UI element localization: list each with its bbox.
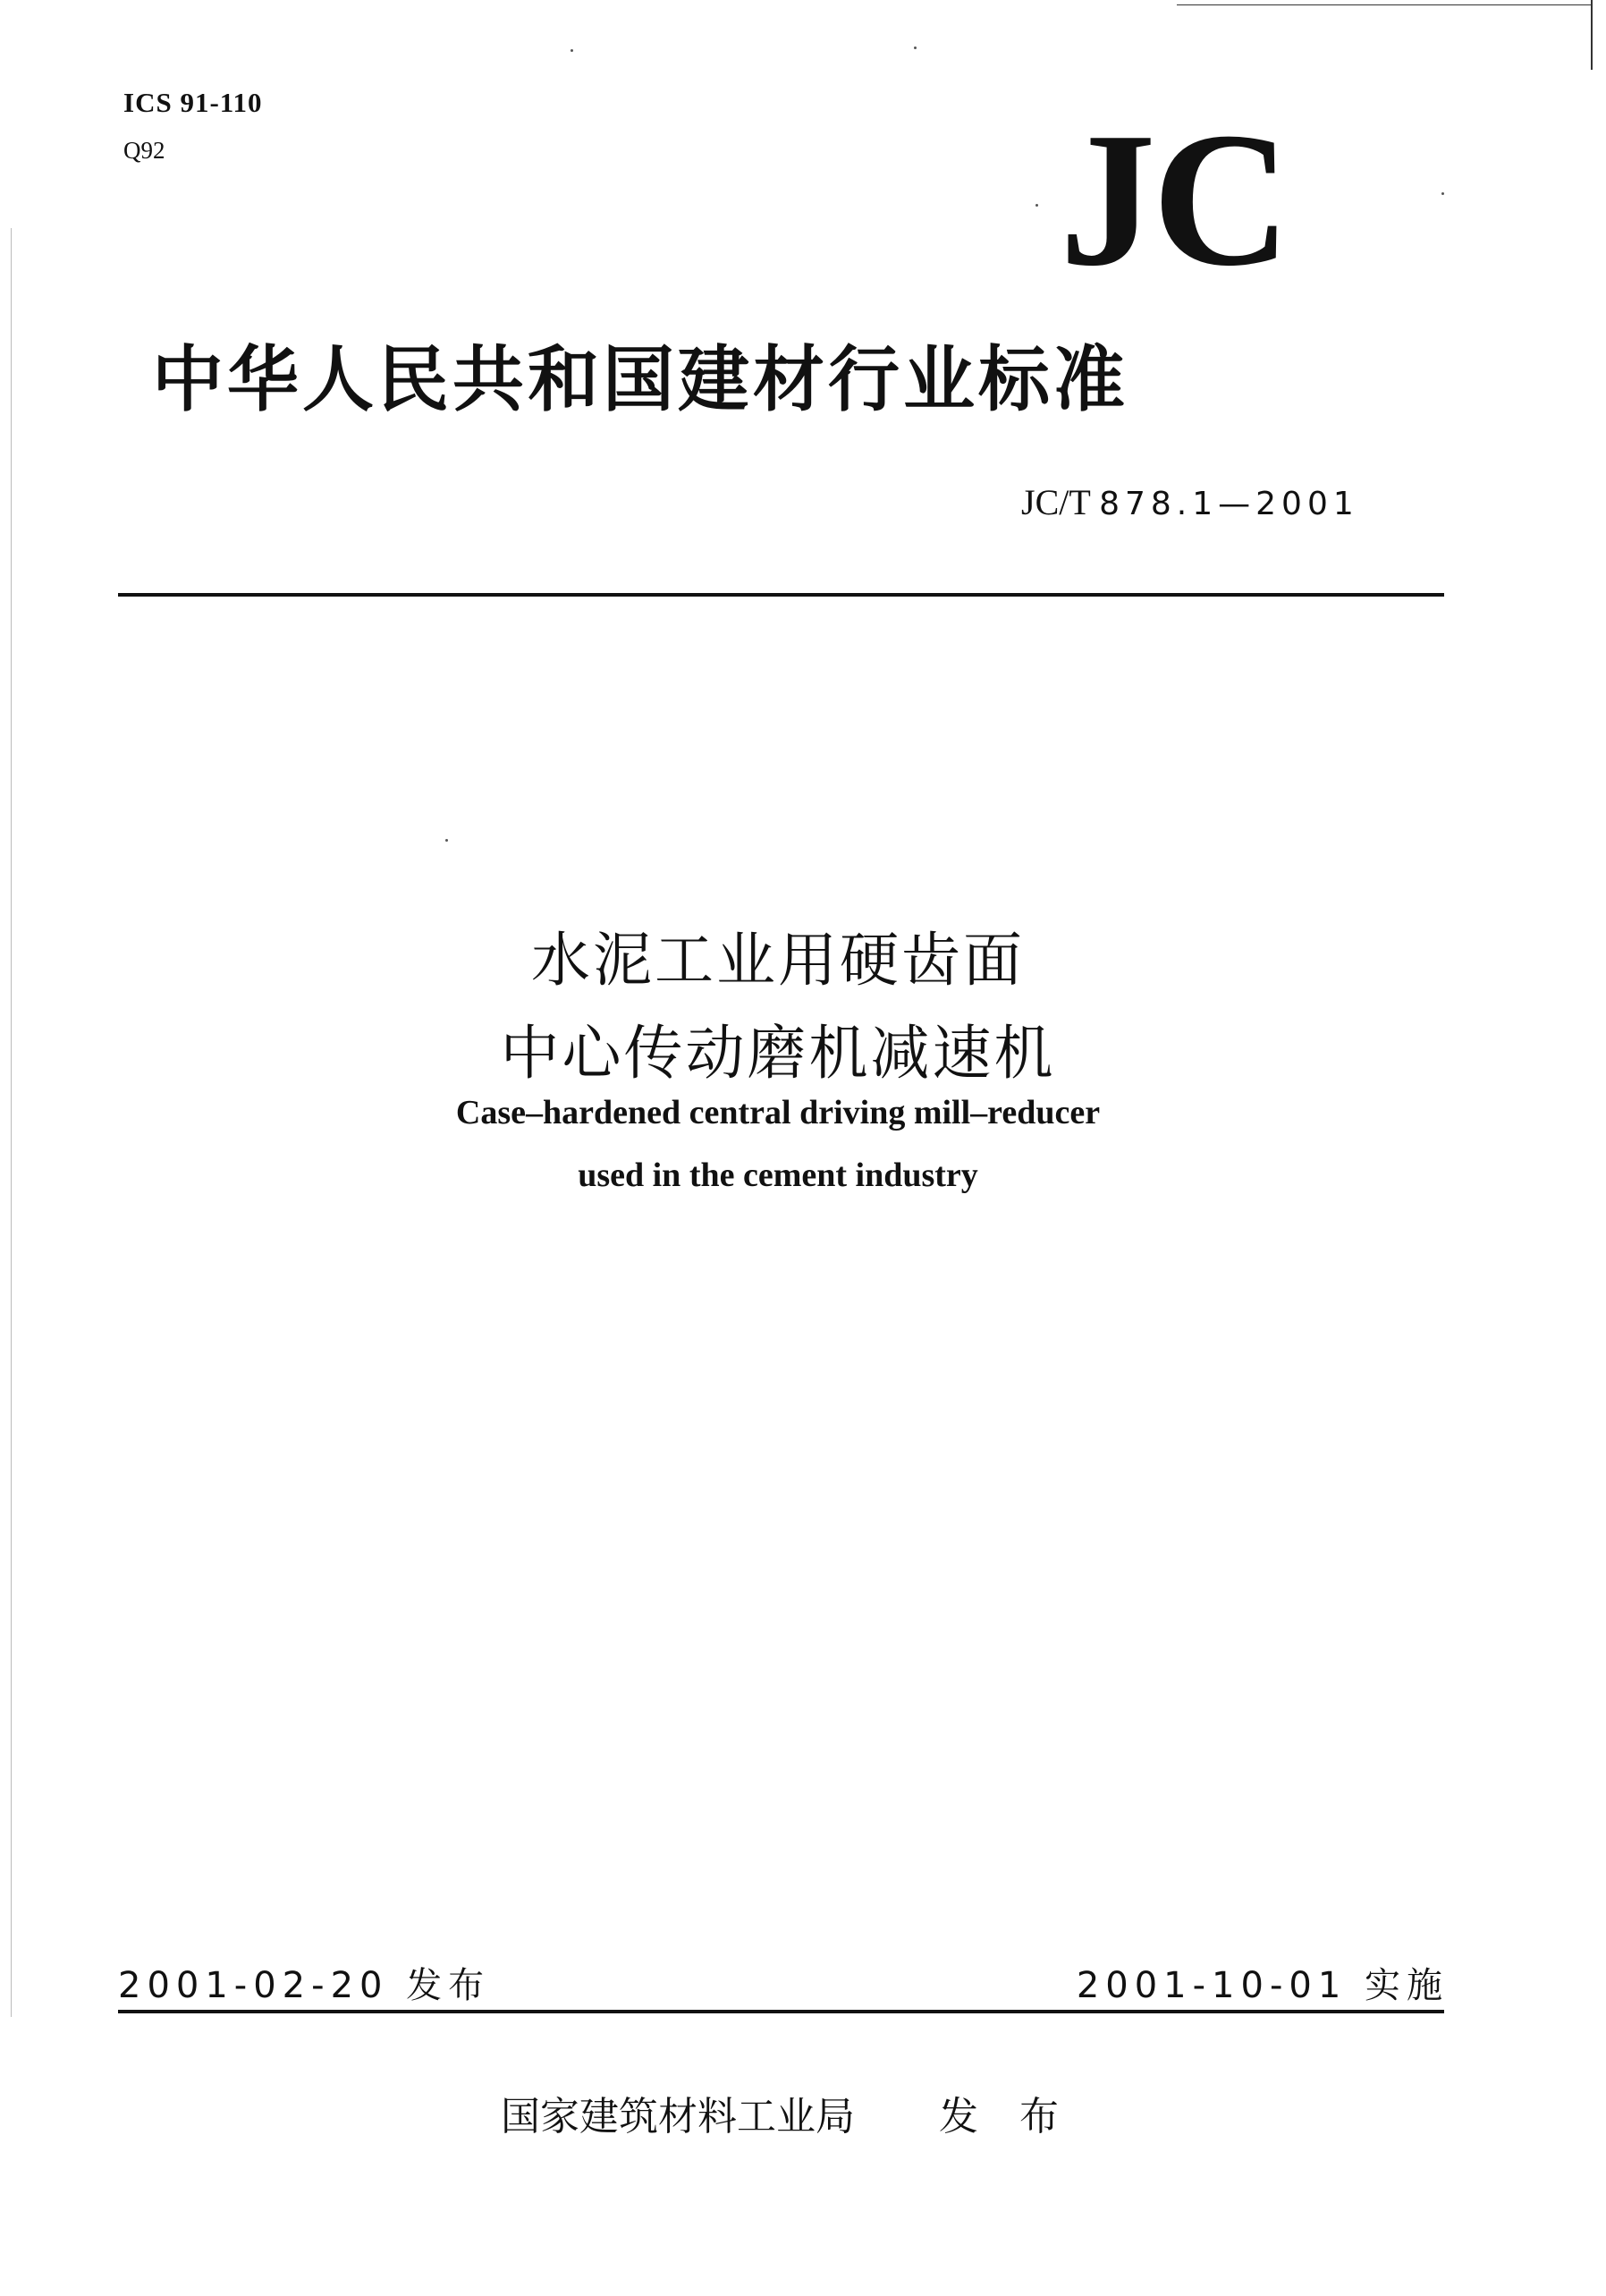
scan-speck: [571, 49, 573, 52]
scan-edge-right: [1591, 0, 1593, 70]
issue-date: 2001-02-20 发布: [118, 1965, 491, 2006]
scan-edge-top: [1177, 4, 1593, 5]
scan-speck: [445, 839, 448, 842]
publisher-verb: 发 布: [939, 2094, 1073, 2139]
issuer-title: 中华人民共和国建材行业标准: [152, 338, 1128, 421]
scan-speck: [914, 47, 917, 49]
standard-number-prefix: JC/T: [1021, 482, 1091, 522]
ccs-code: Q92: [123, 137, 165, 164]
top-rule: [118, 593, 1444, 597]
title-en-line1: Case–hardened central driving mill–reducer: [455, 1094, 1101, 1131]
scan-speck: [1035, 204, 1038, 207]
jc-logo: JC: [1060, 92, 1288, 306]
standard-number-value: 878.1—2001: [1099, 486, 1359, 522]
title-en-line2: used in the cement industry: [578, 1156, 978, 1194]
bottom-rule: [118, 2010, 1444, 2013]
ics-code: ICS 91-110: [123, 87, 263, 118]
title-cn-line2: 中心传动磨机减速机: [500, 1019, 1056, 1088]
title-cn-line1: 水泥工业用硬齿面: [531, 926, 1025, 995]
publisher: [501, 2084, 1073, 2141]
implement-date: 2001-10-01 实施: [1076, 1965, 1449, 2006]
publisher-name: 国家建筑材料工业局: [501, 2094, 855, 2139]
standard-number: [1021, 481, 1359, 523]
scan-speck: [1441, 192, 1444, 195]
